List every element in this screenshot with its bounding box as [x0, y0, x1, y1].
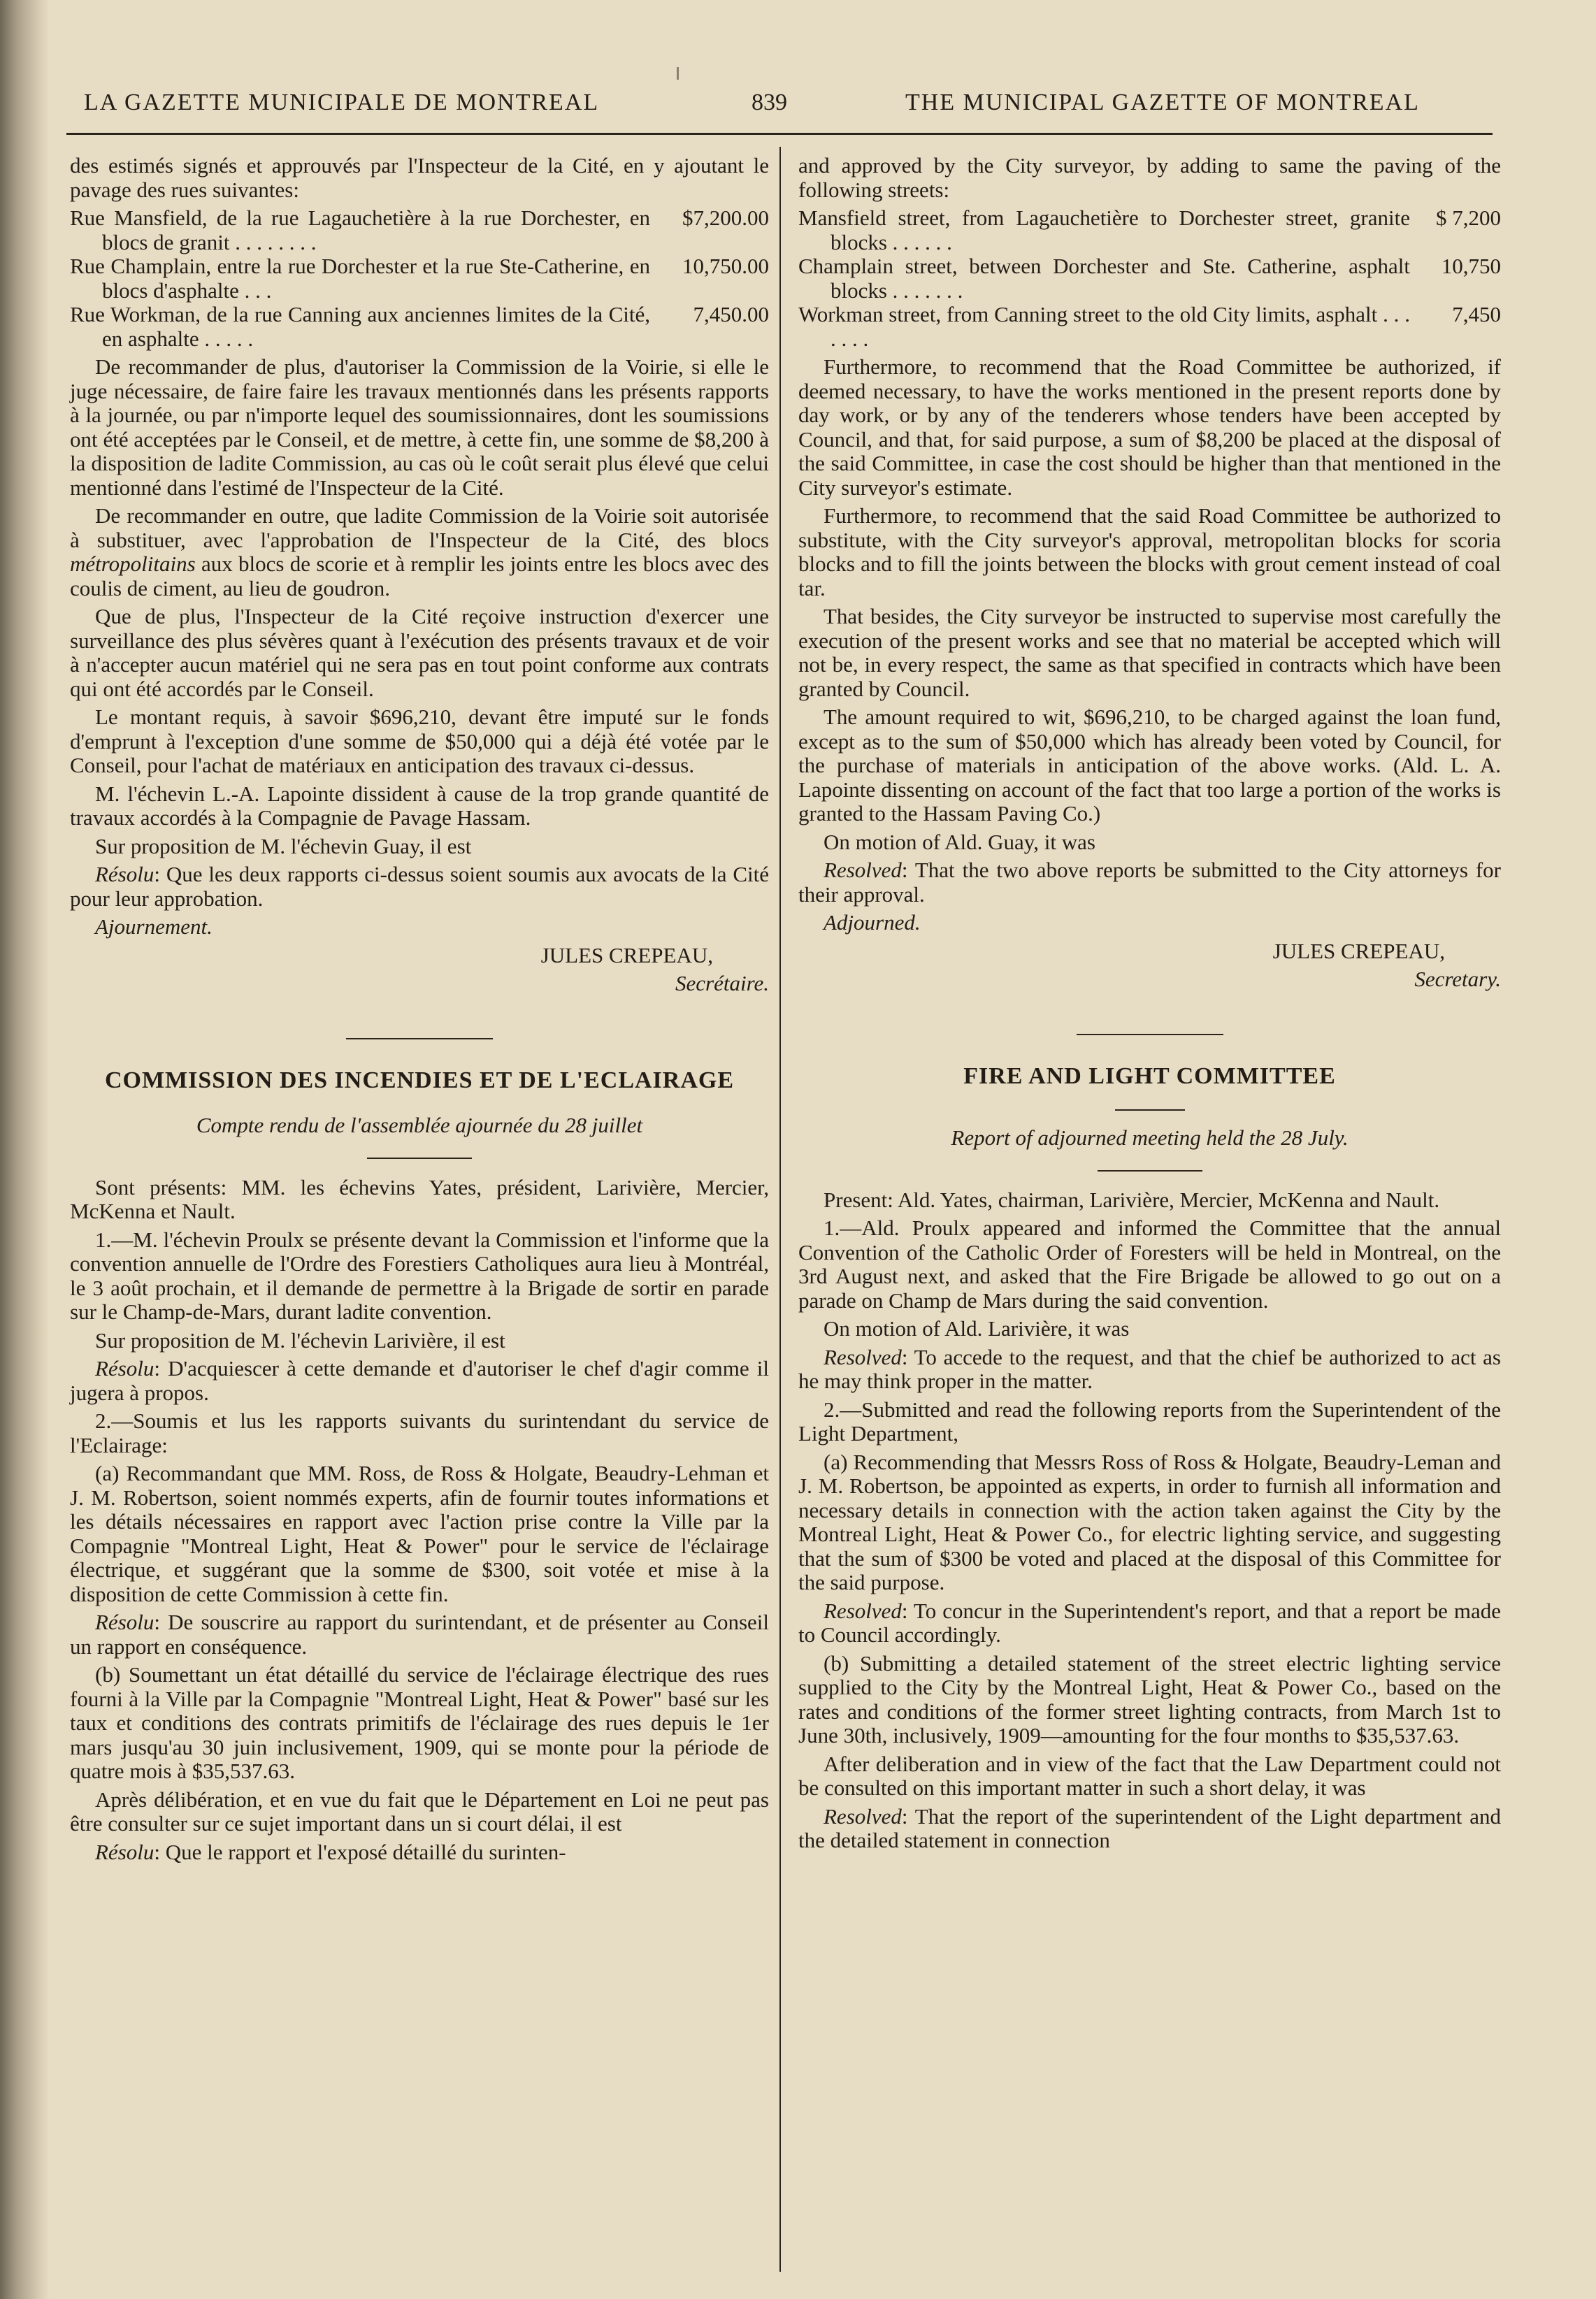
en-signature-title: Secretary. [1414, 967, 1501, 991]
en-item-1-motion: On motion of Ald. Larivière, it was [824, 1316, 1130, 1341]
en-street-row [798, 206, 1501, 254]
en-street-text: Workman street, from Canning street to the old City limits, asphalt . . . . . . . [798, 302, 1410, 351]
fr-item-2a: (a) Recommandant que MM. Ross, de Ross & Holgate, Beaudry-Lehman et J. M. Robertson, soient nommés experts, afin de fournir toutes informations et les détails nécessaires en rapport avec l'action prise contre la Ville par la Compagnie "Montreal Light, Heat & Power" pour le service de l'éclairage électrique, et suggérant que la somme de $300, soit votée et mise à la disposition de cette Commission à cette fin. [70, 1461, 769, 1606]
en-section-separator [1077, 1034, 1223, 1035]
fr-street-row [70, 303, 769, 351]
en-section-title: FIRE AND LIGHT COMMITTEE [963, 1062, 1336, 1089]
fr-paragraph-road-committee: De recommander de plus, d'autoriser la Commission de la Voirie, si elle le juge nécessaire, de faire faire les travaux mentionnés dans les présents rapports à la journée, ou par n'importe lequel des soumissionnaires, dont les soumissions ont été acceptées par le Conseil, et de mettre, à cette fin, une somme de $8,200 à la disposition de ladite Commission, au cas où le coût serait plus élevé que celui mentionné dans l'estimé de l'Inspecteur de la Cité. [70, 354, 769, 500]
fr-street-row [70, 206, 769, 254]
fr-subtitle-separator [367, 1158, 472, 1159]
fr-item-2: 2.—Soumis et lus les rapports suivants du surintendant du service de l'Eclairage: [70, 1408, 769, 1457]
header-english-title: THE MUNICIPAL GAZETTE OF MONTREAL [905, 89, 1420, 115]
fr-item-2b: (b) Soumettant un état détaillé du service de l'éclairage électrique des rues fourni à la Ville par la Compagnie "Montreal Light, Heat & Power" basé sur les taux et conditions des contrats primitifs de l'éclairage des rues depuis le 1er mars jusqu'au 30 juin inclusivement, 1909, qui se monte pour la période de quatre mois à $35,537.63. [70, 1662, 769, 1783]
fr-motion: Sur proposition de M. l'échevin Guay, il est [95, 833, 472, 858]
en-paragraph-road-committee: Furthermore, to recommend that the Road Committee be authorized, if deemed necessary, to have the works mentioned in the present reports done by day work, or by any of the tenderers whose tenders have been accepted by Council, and that, for said purpose, a sum of $8,200 be placed at the disposal of the said Committee, in case the cost should be higher than that mentioned in the City surveyor's estimate. [798, 354, 1501, 500]
fr-section-separator [346, 1038, 493, 1039]
page-header [84, 89, 1482, 131]
en-street-row [798, 303, 1501, 351]
en-resolution: Resolved: That the two above reports be submitted to the City attorneys for their approval. [798, 858, 1501, 907]
fr-paragraph-dissent: M. l'échevin L.-A. Lapointe dissident à cause de la trop grande quantité de travaux accordés à la Compagnie de Pavage Hassam. [70, 781, 769, 830]
fr-street-text: Rue Mansfield, de la rue Lagauchetière à la rue Dorchester, en blocs de granit . . . . . . . . [70, 206, 650, 254]
french-column [70, 154, 769, 1868]
fr-paragraph-supervision: Que de plus, l'Inspecteur de la Cité reçoive instruction d'exercer une surveillance des plus sévères quant à l'exécution des présents travaux et de voir à n'accepter aucun matériel qui ne sera pas en tout point conforme aux contrats qui ont été accordés par le Conseil. [70, 604, 769, 701]
en-item-2a-resolution: Resolved: To concur in the Superintendent's report, and that a report be made to Council accordingly. [798, 1598, 1501, 1647]
en-item-1-resolution: Resolved: To accede to the request, and that the chief be authorized to act as he may think proper in the matter. [798, 1344, 1501, 1393]
fr-signature-name: JULES CREPEAU, [540, 942, 713, 967]
en-item-2: 2.—Submitted and read the following reports from the Superintendent of the Light Department, [798, 1397, 1501, 1446]
fr-signature-title: Secrétaire. [675, 971, 769, 995]
en-street-text: Champlain street, between Dorchester and Ste. Catherine, asphalt blocks . . . . . . . [798, 254, 1410, 303]
fr-item-2b-resolution: Résolu: Que le rapport et l'exposé détaillé du surinten- [95, 1839, 566, 1864]
en-item-2b: (b) Submitting a detailed statement of the street electric lighting service supplied to the City by the Montreal Light, Heat & Power Co., based on the rates and conditions of the former street lighting contracts, from March 1st to June 30th, inclusively, 1909—amounting for the four months to $35,537.63. [798, 1650, 1501, 1747]
fr-street-amount: $7,200.00 [682, 206, 769, 230]
page-binding-shadow [0, 0, 49, 2299]
header-rule [66, 133, 1493, 135]
en-paragraph-metropolitan-blocks: Furthermore, to recommend that the said Road Committee be authorized to substitute, with the City surveyor's approval, metropolitan blocks for scoria blocks and to fill the joints between the blocks with grout cement instead of coal tar. [798, 503, 1501, 600]
fr-street-text: Rue Champlain, entre la rue Dorchester et la rue Ste-Catherine, en blocs d'asphalte . . . [70, 254, 650, 303]
fr-paragraph-metropolitan-blocks: De recommander en outre, que ladite Commission de la Voirie soit autorisée à substituer, avec l'approbation de l'Inspecteur de la Cité, des blocs métropolitains aux blocs de scorie et à remplir les joints entre les blocs avec des coulis de ciment, au lieu de goudron. [70, 503, 769, 600]
en-item-1: 1.—Ald. Proulx appeared and informed the Committee that the annual Convention of the Catholic Order of Foresters will be held in Montreal, on the 3rd August next, and asked that the Fire Brigade be allowed to go out on a parade on Champ de Mars during the said convention. [798, 1216, 1501, 1313]
fr-section-title: COMMISSION DES INCENDIES ET DE L'ECLAIRAGE [104, 1067, 735, 1093]
en-adjournment: Adjourned. [824, 910, 921, 935]
fr-paragraph-amount: Le montant requis, à savoir $696,210, devant être imputé sur le fonds d'emprunt à l'exception d'une somme de $50,000 qui a déjà été votée par le Conseil, pour l'achat de matériaux en anticipation des travaux ci-dessus. [70, 705, 769, 777]
en-title-separator [1115, 1109, 1185, 1111]
column-divider [779, 147, 781, 2272]
en-item-2b-deliberation: After deliberation and in view of the fact that the Law Department could not be consulted on this important matter in such a short delay, it was [798, 1751, 1501, 1800]
fr-item-1: 1.—M. l'échevin Proulx se présente devant la Commission et l'informe que la convention annuelle de l'Ordre des Forestiers Catholiques aura lieu à Montréal, le 3 août prochain, et il demande de permettre à la Brigade de sortir en parade sur le Champ-de-Mars, durant ladite convention. [70, 1227, 769, 1324]
page-mark [677, 67, 679, 80]
en-street-amount: $ 7,200 [1436, 206, 1501, 230]
en-subtitle-separator [1098, 1170, 1202, 1172]
fr-adjournment: Ajournement. [95, 914, 213, 939]
en-motion: On motion of Ald. Guay, it was [824, 829, 1095, 854]
fr-resolution: Résolu: Que les deux rapports ci-dessus soient soumis aux avocats de la Cité pour leur approbation. [70, 862, 769, 911]
en-intro: and approved by the City surveyor, by adding to same the paving of the following streets: [798, 153, 1501, 202]
en-item-2a: (a) Recommending that Messrs Ross of Ross & Holgate, Beaudry-Leman and J. M. Robertson, be appointed as experts, in order to furnish all information and necessary details in connection with the action taken against the City by the Montreal Light, Heat & Power Co., for electric lighting service, and suggesting that the sum of $300 be voted and placed at the disposal of this Committee for the said purpose. [798, 1449, 1501, 1594]
fr-section-subtitle: Compte rendu de l'assemblée ajournée du 28 juillet [196, 1113, 643, 1137]
fr-item-2a-resolution: Résolu: De souscrire au rapport du surintendant, et de présenter au Conseil un rapport en conséquence. [70, 1610, 769, 1659]
en-signature-name: JULES CREPEAU, [1272, 938, 1445, 963]
fr-present: Sont présents: MM. les échevins Yates, président, Larivière, Mercier, McKenna et Nault. [70, 1174, 769, 1223]
header-french-title: LA GAZETTE MUNICIPALE DE MONTREAL [84, 89, 600, 115]
en-street-amount: 10,750 [1441, 254, 1501, 278]
fr-street-text: Rue Workman, de la rue Canning aux anciennes limites de la Cité, en asphalte . . . . . [70, 302, 650, 351]
en-present: Present: Ald. Yates, chairman, Larivière, Mercier, McKenna and Nault. [824, 1187, 1440, 1212]
en-paragraph-amount: The amount required to wit, $696,210, to be charged against the loan fund, except as to the sum of $50,000 which has already been voted by Council, for the purchase of materials in anticipation of the above works. (Ald. L. A. Lapointe dissenting on account of the fact that too large a portion of the works is granted to the Hassam Paving Co.) [798, 705, 1501, 826]
en-section-subtitle: Report of adjourned meeting held the 28 July. [951, 1125, 1349, 1150]
page-number: 839 [752, 89, 787, 115]
fr-street-row [70, 254, 769, 303]
fr-item-1-motion: Sur proposition de M. l'échevin Larivière, il est [95, 1327, 505, 1353]
fr-street-amount: 10,750.00 [682, 254, 769, 278]
en-street-text: Mansfield street, from Lagauchetière to Dorchester street, granite blocks . . . . . . [798, 206, 1410, 254]
en-item-2b-resolution: Resolved: That the report of the superintendent of the Light department and the detailed statement in connection [798, 1803, 1501, 1852]
fr-item-2b-deliberation: Après délibération, et en vue du fait que le Département en Loi ne peut pas être consulter sur ce sujet important dans un si court délai, il est [70, 1787, 769, 1836]
english-column [798, 154, 1501, 1857]
en-street-amount: 7,450 [1452, 302, 1501, 326]
fr-item-1-resolution: Résolu: D'acquiescer à cette demande et d'autoriser le chef d'agir comme il jugera à propos. [70, 1356, 769, 1405]
fr-intro: des estimés signés et approuvés par l'Inspecteur de la Cité, en y ajoutant le pavage des rues suivantes: [70, 153, 769, 202]
fr-street-amount: 7,450.00 [693, 302, 769, 326]
en-street-row [798, 254, 1501, 303]
en-paragraph-supervision: That besides, the City surveyor be instructed to supervise most carefully the execution of the present works and see that no material be accepted which will not be, in every respect, the same as that specified in contracts which have been granted by Council. [798, 604, 1501, 701]
